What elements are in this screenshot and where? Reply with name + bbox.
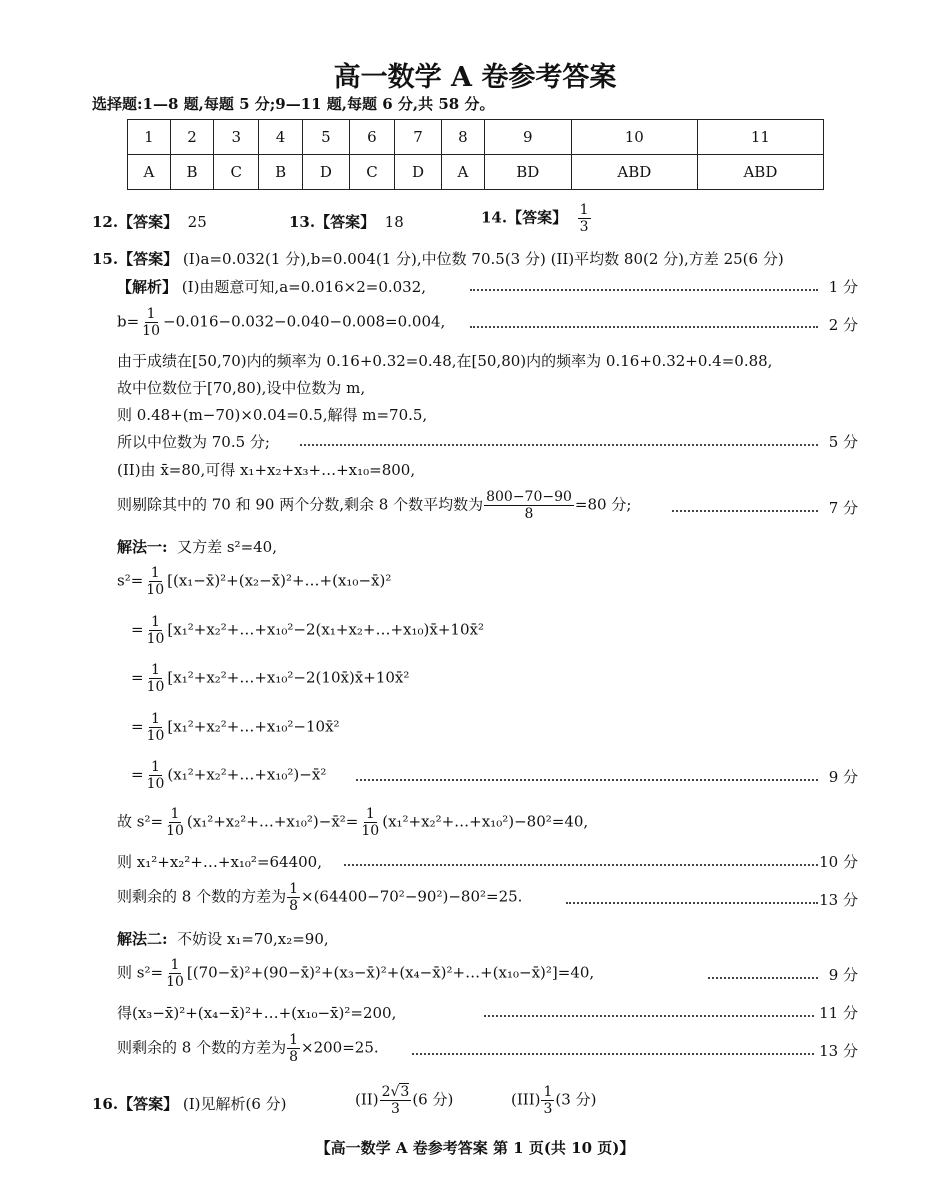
q15-answer (92, 248, 784, 269)
q16-part3 (511, 1084, 596, 1117)
score-mark: 13 分 (819, 1042, 858, 1060)
score-mark: 7 分 (828, 499, 858, 517)
fraction (144, 565, 166, 598)
score-mark: 9 分 (828, 768, 858, 786)
q13-value: 18 (384, 213, 404, 231)
fraction-numerator: 1 (170, 806, 180, 822)
part-score: (3 分) (555, 1090, 597, 1109)
fraction-denominator: 3 (579, 219, 589, 235)
score-mark: 13 分 (819, 891, 858, 909)
table-cell: BD (484, 155, 571, 190)
table-cell: B (170, 155, 213, 190)
table-cell: 10 (571, 120, 697, 155)
solution-text: 故中位数位于[70,80),设中位数为 m, (117, 379, 366, 397)
fraction-numerator: 800−70−90 (486, 489, 572, 505)
fraction-numerator: 1 (365, 806, 375, 822)
fraction-numerator: 1 (289, 881, 299, 897)
fraction-denominator: 3 (543, 1101, 553, 1117)
fraction-denominator: 10 (142, 323, 160, 339)
solution-text: 则 x₁²+x₂²+…+x₁₀²=64400, (117, 853, 322, 871)
equation-line (131, 614, 484, 647)
equation-line (117, 957, 594, 990)
solution-text: s²= (117, 571, 144, 590)
dotted-leader (344, 864, 818, 866)
q12-value: 25 (187, 213, 207, 231)
fraction-denominator: 8 (524, 506, 534, 522)
dotted-leader (470, 326, 818, 328)
q14-fraction (578, 202, 591, 235)
q16-answer (92, 1093, 287, 1114)
q14-label: 14.【答案】 (481, 208, 568, 227)
table-cell: D (302, 155, 349, 190)
table-cell: C (349, 155, 394, 190)
dotted-leader (484, 1015, 814, 1017)
fraction (541, 1084, 554, 1117)
solution-text: −0.016−0.032−0.040−0.008=0.004, (163, 312, 446, 331)
fraction-denominator: 10 (361, 823, 380, 839)
table-cell: D (394, 155, 441, 190)
fraction-numerator: 1 (151, 759, 160, 775)
q14-answer (481, 202, 592, 235)
solution-text: 不妨设 x₁=70,x₂=90, (177, 930, 329, 948)
part-label: (III) (511, 1090, 541, 1109)
solution-text: ×(64400−70²−90²)−80²=25. (301, 887, 523, 906)
fraction (140, 306, 162, 339)
solution-text: (II)由 x̄=80,可得 x₁+x₂+x₃+…+x₁₀=800, (117, 461, 416, 479)
table-cell: 4 (259, 120, 302, 155)
solution-text: 则剩余的 8 个数的方差为 (117, 887, 287, 906)
q13-label: 13.【答案】 (289, 213, 376, 231)
equation-line (117, 1032, 379, 1065)
fraction (164, 806, 186, 839)
equation-line (117, 806, 588, 839)
equation-line (131, 662, 409, 695)
score-mark: 2 分 (828, 316, 858, 334)
score-mark: 9 分 (828, 966, 858, 984)
equation-line (131, 711, 340, 744)
fraction-numerator: 1 (151, 614, 160, 630)
fraction (145, 759, 167, 792)
q12-label: 12.【答案】 (92, 213, 179, 231)
solution-text: [x₁²+x₂²+…+x₁₀²−2(10x̄)x̄+10x̄² (167, 668, 410, 687)
table-cell: 2 (170, 120, 213, 155)
equation-line (117, 565, 391, 598)
fraction (359, 806, 381, 839)
q15-line8 (117, 489, 631, 522)
dotted-leader (470, 289, 818, 291)
solution-text: (x₁²+x₂²+…+x₁₀²)−x̄² (167, 765, 327, 784)
q12-answer (92, 211, 207, 232)
fraction-denominator: 10 (146, 728, 165, 744)
radicand: 3 (400, 1084, 410, 1100)
fraction-denominator: 10 (146, 582, 165, 598)
fraction-numerator: 1 (151, 662, 160, 678)
table-cell: A (128, 155, 171, 190)
solution-text: =80 分; (574, 495, 632, 514)
solution-text: b= (117, 312, 140, 331)
solution-text: [x₁²+x₂²+…+x₁₀²−10x̄² (167, 717, 340, 736)
method1-line (117, 536, 277, 557)
solution-text: 所以中位数为 70.5 分; (117, 433, 270, 451)
fraction-denominator: 10 (146, 679, 165, 695)
table-cell: A (442, 155, 485, 190)
fraction (287, 1032, 300, 1065)
table-cell: 6 (349, 120, 394, 155)
table-row-numbers (128, 120, 824, 155)
fraction-denominator: 8 (289, 1049, 299, 1065)
page-footer: 【高一数学 A 卷参考答案 第 1 页(共 10 页)】 (315, 1139, 635, 1157)
table-cell: 3 (214, 120, 259, 155)
fraction (164, 957, 186, 990)
equation-line (117, 881, 522, 914)
solution-text: 则 0.48+(m−70)×0.04=0.5,解得 m=70.5, (117, 406, 428, 424)
method1-label: 解法一: (117, 538, 168, 556)
q15-answer-text: (I)a=0.032(1 分),b=0.004(1 分),中位数 70.5(3 分) (II)平均数 80(2 分),方差 25(6 分) (182, 250, 784, 268)
solution-text: 则 s²= (117, 963, 164, 982)
solution-text: (I)由题意可知,a=0.016×2=0.032, (181, 278, 427, 296)
fraction-denominator: 3 (390, 1101, 400, 1117)
table-cell: 7 (394, 120, 441, 155)
fraction-denominator: 10 (166, 974, 184, 990)
dotted-leader (412, 1053, 814, 1055)
q15-label: 15.【答案】 (92, 250, 179, 268)
dotted-leader (300, 444, 818, 446)
q16-part1: (I)见解析(6 分) (182, 1095, 287, 1113)
solution-text: 又方差 s²=40, (177, 538, 277, 556)
solution-text: 则剔除其中的 70 和 90 两个分数,剩余 8 个数平均数为 (117, 495, 484, 514)
fraction (145, 614, 167, 647)
table-cell: C (214, 155, 259, 190)
mc-instruction: 选择题:1—8 题,每题 5 分;9—11 题,每题 6 分,共 58 分。 (92, 95, 495, 113)
solution-text: 得(x₃−x̄)²+(x₄−x̄)²+…+(x₁₀−x̄)²=200, (117, 1004, 397, 1022)
table-cell: 1 (128, 120, 171, 155)
fraction-numerator: 1 (543, 1084, 553, 1100)
table-row-answers (128, 155, 824, 190)
fraction-numerator: 2√3 (381, 1084, 410, 1100)
fraction-numerator: 1 (151, 711, 160, 727)
solution-text: 则剩余的 8 个数的方差为 (117, 1038, 287, 1057)
fraction (145, 662, 167, 695)
numerator-coefficient: 2 (381, 1084, 391, 1100)
solution-text: 故 s²= (117, 812, 164, 831)
q16-label: 16.【答案】 (92, 1095, 179, 1113)
part-score: (6 分) (412, 1090, 454, 1109)
q16-part2 (355, 1084, 453, 1117)
fraction (145, 711, 167, 744)
dotted-leader (356, 779, 818, 781)
method2-line (117, 928, 329, 949)
fraction-numerator: 1 (289, 1032, 299, 1048)
page-title: 高一数学 A 卷参考答案 (333, 62, 617, 93)
fraction (287, 881, 300, 914)
table-cell: 11 (697, 120, 823, 155)
answer-table (127, 119, 824, 190)
fraction-numerator: 1 (579, 202, 589, 218)
table-cell: B (259, 155, 302, 190)
equation-line (131, 759, 326, 792)
table-cell: ABD (571, 155, 697, 190)
solution-text: 由于成绩在[50,70)内的频率为 0.16+0.32=0.48,在[50,80)内的频率为 0.16+0.32+0.4=0.88, (117, 352, 773, 370)
solution-text: = (131, 620, 144, 639)
fraction-numerator: 1 (146, 306, 156, 322)
solution-text: = (131, 717, 144, 736)
dotted-leader (672, 510, 818, 512)
method2-label: 解法二: (117, 930, 168, 948)
solution-text: (x₁²+x₂²+…+x₁₀²)−x̄²= (186, 812, 359, 831)
q13-answer (289, 211, 404, 232)
table-cell: ABD (697, 155, 823, 190)
q15-line1 (117, 276, 426, 297)
table-cell: 8 (442, 120, 485, 155)
q15-line2 (117, 306, 445, 339)
solution-text: = (131, 765, 144, 784)
fraction (484, 489, 574, 522)
table-cell: 9 (484, 120, 571, 155)
solution-text: [x₁²+x₂²+…+x₁₀²−2(x₁+x₂+…+x₁₀)x̄+10x̄² (167, 620, 484, 639)
solution-text: ×200=25. (301, 1038, 379, 1057)
dotted-leader (566, 902, 818, 904)
fraction-denominator: 8 (289, 898, 299, 914)
fraction-numerator: 1 (170, 957, 180, 973)
dotted-leader (708, 977, 818, 979)
score-mark: 10 分 (819, 853, 858, 871)
score-mark: 5 分 (828, 433, 858, 451)
solution-text: (x₁²+x₂²+…+x₁₀²)−80²=40, (382, 812, 589, 831)
score-mark: 11 分 (819, 1004, 858, 1022)
solution-text: [(x₁−x̄)²+(x₂−x̄)²+…+(x₁₀−x̄)² (167, 571, 392, 590)
jiexi-label: 【解析】 (117, 278, 178, 296)
score-mark: 1 分 (828, 278, 858, 296)
fraction-denominator: 10 (166, 823, 184, 839)
fraction (380, 1084, 412, 1117)
solution-text: = (131, 668, 144, 687)
fraction-denominator: 10 (146, 631, 165, 647)
table-cell: 5 (302, 120, 349, 155)
part-label: (II) (355, 1090, 379, 1109)
fraction-denominator: 10 (146, 776, 165, 792)
solution-text: [(70−x̄)²+(90−x̄)²+(x₃−x̄)²+(x₄−x̄)²+…+(x₁₀−x̄)²]=40, (186, 963, 595, 982)
fraction-numerator: 1 (150, 565, 160, 581)
